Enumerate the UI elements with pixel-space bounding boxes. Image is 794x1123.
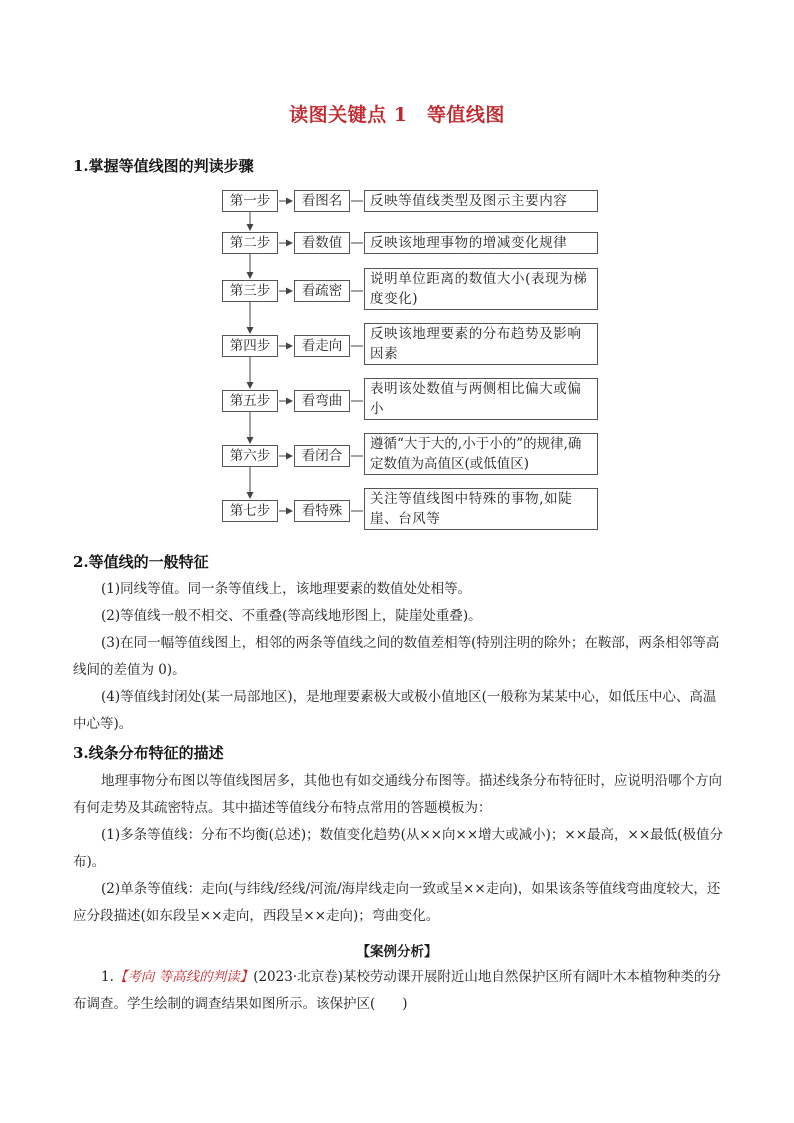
step-action: 看特殊 (294, 500, 350, 522)
step-action: 看闭合 (294, 445, 350, 467)
question-tag: 【考向 等高线的判读】 (113, 969, 254, 985)
feature-item: (3)在同一幅等值线图上，相邻的两条等值线之间的数值差相等(特别注明的除外；在鞍部，两条相邻等高线间的差值为 0)。 (73, 635, 720, 678)
question-text: (2023·北京卷)某校劳动课开展附近山地自然保护区所有阔叶木本植物种类的分布调查。学生绘制的调查结果如图所示。该保护区( ) (73, 969, 721, 1012)
step-action: 看图名 (294, 190, 350, 212)
steps-flowchart (222, 188, 602, 533)
section3-intro: 地理事物分布图以等值线图居多，其他也有如交通线分布图等。描述线条分布特征时，应说明沿哪个方向有何走势及其疏密特点。其中描述等值线分布特点常用的答题模板为： (73, 773, 722, 816)
step-action: 看走向 (294, 335, 350, 357)
step-description: 反映该地理要素的分布趋势及影响因素 (364, 323, 598, 365)
section3-heading: 3.线条分布特征的描述 (73, 744, 224, 762)
step-description: 遵循“大于大的,小于小的”的规律,确定数值为高值区(或低值区) (364, 433, 598, 475)
section3-body (73, 768, 723, 930)
section2-body (73, 576, 723, 738)
page-title: 读图关键点 1 等值线图 (289, 104, 505, 126)
feature-item: (4)等值线封闭处(某一局部地区)，是地理要素极大或极小值地区(一般称为某某中心，如低压中心、高温中心等)。 (73, 689, 717, 732)
case-analysis-heading: 【案例分析】 (356, 944, 438, 960)
feature-item: (2)等值线一般不相交、不重叠(等高线地形图上，陡崖处重叠)。 (101, 608, 482, 624)
description-item: (2)单条等值线：走向(与纬线/经线/河流/海岸线走向一致或呈××走向)，如果该条等值线弯曲度较大，还应分段描述(如东段呈××走向，西段呈××走向)；弯曲变化。 (73, 881, 721, 924)
step-label: 第六步 (222, 445, 278, 467)
step-label: 第四步 (222, 335, 278, 357)
description-item: (1)多条等值线：分布不均衡(总述)；数值变化趋势(从××向××增大或减小)；××最高，××最低(极值分布)。 (73, 827, 723, 870)
step-action: 看数值 (294, 232, 350, 254)
section1-heading: 1.掌握等值线图的判读步骤 (73, 157, 254, 175)
case-question (73, 964, 723, 1018)
step-label: 第五步 (222, 390, 278, 412)
step-label: 第七步 (222, 500, 278, 522)
step-label: 第三步 (222, 280, 278, 302)
step-action: 看弯曲 (294, 390, 350, 412)
step-description: 反映等值线类型及图示主要内容 (364, 190, 598, 212)
step-action: 看疏密 (294, 280, 350, 302)
section2-heading: 2.等值线的一般特征 (73, 553, 209, 571)
step-label: 第二步 (222, 232, 278, 254)
feature-item: (1)同线等值。同一条等值线上，该地理要素的数值处处相等。 (101, 581, 472, 597)
step-description: 表明该处数值与两侧相比偏大或偏小 (364, 378, 598, 420)
step-label: 第一步 (222, 190, 278, 212)
step-description: 反映该地理事物的增减变化规律 (364, 232, 598, 254)
step-description: 说明单位距离的数值大小(表现为梯度变化) (364, 268, 598, 310)
step-description: 关注等值线图中特殊的事物,如陡崖、台风等 (364, 488, 598, 530)
question-number: 1. (101, 969, 114, 985)
